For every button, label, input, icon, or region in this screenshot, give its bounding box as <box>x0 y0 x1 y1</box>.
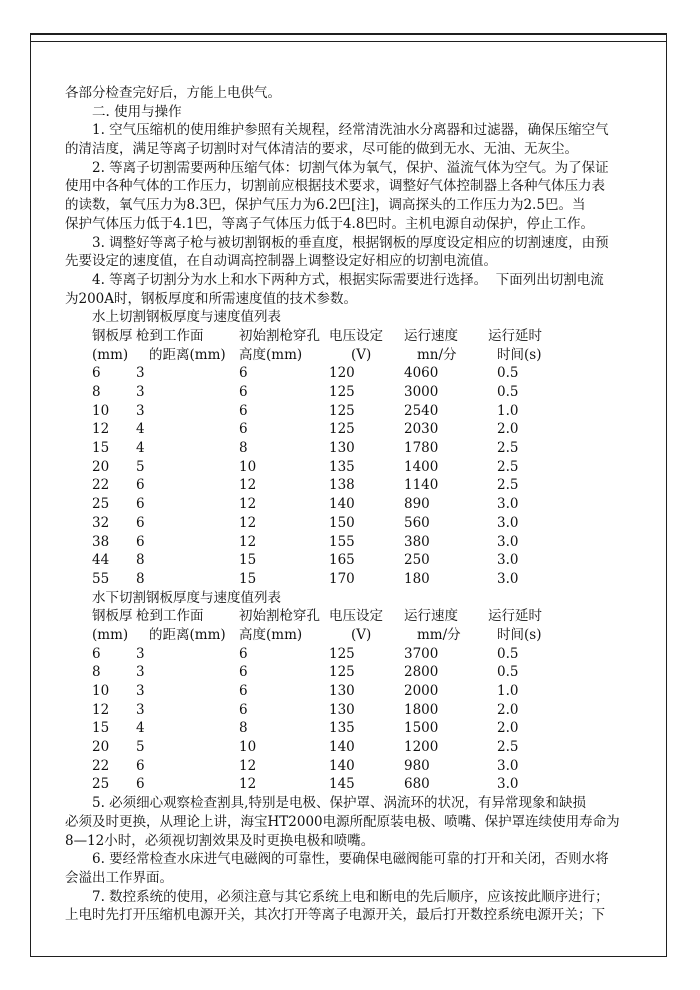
table-header-cell: (V) <box>351 626 372 643</box>
table-cell: 10 <box>239 458 257 475</box>
table-header-cell: 电压设定 <box>329 608 383 625</box>
table-cell: 1.0 <box>497 402 519 419</box>
table-cell: 55 <box>92 570 110 587</box>
paragraph-2-line: 的读数，氧气压力为8.3巴，保护气压力为6.2巴[注]，调高探头的工作压力为2.5巴。当 <box>65 197 586 214</box>
table-cell: 3.0 <box>497 757 519 774</box>
table-cell: 22 <box>92 757 110 774</box>
table-row <box>92 757 645 776</box>
table-cell: 2000 <box>404 683 439 699</box>
table-cell: 125 <box>329 664 355 681</box>
table-cell: 140 <box>329 739 355 756</box>
table-cell: 3 <box>136 683 145 699</box>
paragraph-2-line: 2. 等离子切割需要两种压缩气体：切割气体为氧气，保护、溢流气体为空气。为了保证 <box>92 159 609 176</box>
table-header-row <box>92 626 645 645</box>
table-cell: 32 <box>92 514 110 531</box>
table-cell: 6 <box>239 645 248 662</box>
table-cell: 12 <box>239 477 257 494</box>
table-cell: 120 <box>329 365 355 382</box>
table-header-cell: (V) <box>351 346 372 363</box>
table-cell: 44 <box>92 552 110 569</box>
table-cell: 6 <box>92 645 101 662</box>
table-row <box>92 738 645 757</box>
table-body <box>92 364 645 588</box>
table-cell: 560 <box>404 514 430 531</box>
table-header-cell: 时间(s) <box>497 626 542 643</box>
paragraph-6-line: 会溢出工作界面。 <box>65 869 173 886</box>
table-cell: 15 <box>239 570 257 587</box>
table-cell: 25 <box>92 776 110 793</box>
table-cell: 8 <box>92 384 101 400</box>
table-header-cell: (mm) <box>92 626 129 643</box>
table-cell: 15 <box>239 552 257 569</box>
paragraph-4-line: 为200A时，钢板厚度和所需速度值的技术参数。 <box>65 290 358 307</box>
table-cell: 12 <box>239 514 257 531</box>
table-header-cell: 钢板厚 <box>92 327 133 344</box>
header-rule <box>30 41 667 42</box>
intro-line: 各部分检查完好后，方能上电供气。 <box>65 85 281 101</box>
table-cell: 140 <box>329 496 355 513</box>
table-cell: 6 <box>136 496 145 513</box>
table-cell: 38 <box>92 533 110 550</box>
table-cell: 6 <box>239 683 248 699</box>
table-cell: 25 <box>92 496 110 513</box>
underwater-speed-table <box>92 607 645 794</box>
paragraph-5-line: 5. 必须细心观察检查割具,特别是电极、保护罩、涡流环的状况，有异常现象和缺损 <box>92 795 586 812</box>
table-cell: 12 <box>92 421 110 438</box>
table-row <box>92 402 645 421</box>
table-cell: 15 <box>92 440 110 457</box>
paragraph-6-line: 6. 要经常检查水床进气电磁阀的可靠性，要确保电磁阀能可靠的打开和关闭，否则水将 <box>92 851 609 868</box>
table-row <box>92 439 645 458</box>
table-cell: 8 <box>136 552 145 569</box>
paragraph-3-line: 3. 调整好等离子枪与被切割钢板的垂直度，根据钢板的厚度设定相应的切割速度，由预 <box>92 234 609 251</box>
table-cell: 22 <box>92 477 110 494</box>
paragraph-7-line: 上电时先打开压缩机电源开关，其次打开等离子电源开关，最后打开数控系统电源开关；下 <box>65 907 605 924</box>
table-cell: 3000 <box>404 384 439 400</box>
table-cell: 3700 <box>404 645 439 662</box>
table-cell: 250 <box>404 552 430 569</box>
paragraph-2-line: 使用中各种气体的工作压力，切割前应根据技术要求，调整好气体控制器上各种气体压力表 <box>65 178 605 195</box>
table-cell: 2.5 <box>497 477 519 494</box>
table-cell: 0.5 <box>497 664 519 681</box>
table-cell: 0.5 <box>497 384 519 400</box>
table-cell: 2.0 <box>497 421 519 438</box>
table-row <box>92 682 645 701</box>
table-cell: 15 <box>92 720 110 737</box>
table-cell: 8 <box>136 570 145 587</box>
table-cell: 20 <box>92 739 110 756</box>
table-cell: 12 <box>92 701 110 718</box>
table-cell: 5 <box>136 458 145 475</box>
table-cell: 4 <box>136 440 145 457</box>
table-cell: 130 <box>329 683 355 699</box>
table-row <box>92 458 645 477</box>
table-header-cell: 运行速度 <box>404 608 458 625</box>
table-cell: 680 <box>404 776 430 793</box>
paragraph-2-line: 保护气体压力低于4.1巴，等离子气体压力低于4.8巴时。主机电源自动保护，停止工作。 <box>65 215 594 232</box>
overwater-speed-table <box>92 327 645 589</box>
table-header-cell: 钢板厚 <box>92 608 133 625</box>
table-cell: 890 <box>404 496 430 513</box>
table-cell: 150 <box>329 514 355 531</box>
table-cell: 1780 <box>404 440 439 457</box>
table-cell: 8 <box>239 720 248 737</box>
table-cell: 6 <box>239 384 248 400</box>
table-cell: 6 <box>136 776 145 793</box>
table-cell: 125 <box>329 645 355 662</box>
table-row <box>92 570 645 589</box>
table-cell: 3 <box>136 701 145 718</box>
table-cell: 3 <box>136 384 145 400</box>
table-cell: 0.5 <box>497 365 519 382</box>
table-header-cell: 枪到工作面 <box>136 608 204 625</box>
table-cell: 1200 <box>404 739 439 756</box>
table-row <box>92 663 645 682</box>
table-cell: 130 <box>329 440 355 457</box>
table-cell: 135 <box>329 720 355 737</box>
table-cell: 125 <box>329 402 355 419</box>
table-cell: 170 <box>329 570 355 587</box>
table-cell: 4 <box>136 421 145 438</box>
table-header-cell: 枪到工作面 <box>136 327 204 344</box>
table-row <box>92 645 645 664</box>
table-cell: 4060 <box>404 365 439 382</box>
paragraph-3-line: 先要设定的速度值，在自动调高控制器上调整设定好相应的切割电流值。 <box>65 253 497 270</box>
table-header-cell: 高度(mm) <box>239 346 303 363</box>
table-cell: 125 <box>329 384 355 400</box>
table-cell: 12 <box>239 533 257 550</box>
table-cell: 1800 <box>404 701 439 718</box>
table-cell: 6 <box>92 365 101 382</box>
table-cell: 2540 <box>404 402 439 419</box>
table-header-cell: 高度(mm) <box>239 626 303 643</box>
table-header-cell: 初始割枪穿孔 <box>239 327 320 344</box>
table-header-cell: mn/分 <box>417 346 457 363</box>
table-cell: 12 <box>239 776 257 793</box>
table-header-cell: 运行速度 <box>404 327 458 344</box>
document-content <box>65 84 645 925</box>
table-header-cell: 运行延时 <box>488 327 542 344</box>
table-cell: 10 <box>239 739 257 756</box>
table-header-cell: mm/分 <box>417 626 461 643</box>
table-header-cell: 的距离(mm) <box>149 626 226 643</box>
table-cell: 2.5 <box>497 458 519 475</box>
table-cell: 135 <box>329 458 355 475</box>
table-row <box>92 775 645 794</box>
table-cell: 155 <box>329 533 355 550</box>
table-cell: 2.0 <box>497 701 519 718</box>
table-cell: 20 <box>92 458 110 475</box>
table-title-underwater: 水下切割钢板厚度与速度值列表 <box>92 589 281 606</box>
section-title: 二. 使用与操作 <box>92 103 182 120</box>
table-row <box>92 364 645 383</box>
table-cell: 3.0 <box>497 776 519 793</box>
table-cell: 12 <box>239 496 257 513</box>
table-cell: 12 <box>239 757 257 774</box>
table-row <box>92 551 645 570</box>
table-cell: 6 <box>239 365 248 382</box>
table-cell: 1.0 <box>497 683 519 699</box>
table-cell: 3.0 <box>497 552 519 569</box>
table-cell: 6 <box>136 514 145 531</box>
table-cell: 1500 <box>404 720 439 737</box>
table-cell: 3 <box>136 402 145 419</box>
table-header-cell: 电压设定 <box>329 327 383 344</box>
table-cell: 138 <box>329 477 355 494</box>
table-cell: 140 <box>329 757 355 774</box>
table-cell: 1140 <box>404 477 439 494</box>
paragraph-7-line: 7. 数控系统的使用，必须注意与其它系统上电和断电的先后顺序，应该按此顺序进行； <box>92 888 609 905</box>
paragraph-1-line: 的清洁度，满足等离子切割时对气体清洁的要求，尽可能的做到无水、无油、无灰尘。 <box>65 141 578 158</box>
table-header-cell: 时间(s) <box>497 346 542 363</box>
table-cell: 3.0 <box>497 570 519 587</box>
table-cell: 8 <box>92 664 101 681</box>
table-cell: 2.0 <box>497 720 519 737</box>
table-header-row <box>92 346 645 365</box>
table-row <box>92 476 645 495</box>
table-row <box>92 719 645 738</box>
table-row <box>92 514 645 533</box>
table-cell: 2800 <box>404 664 439 681</box>
table-cell: 5 <box>136 739 145 756</box>
table-header-cell: 运行延时 <box>488 608 542 625</box>
table-cell: 3.0 <box>497 533 519 550</box>
table-row <box>92 701 645 720</box>
table-header-cell: (mm) <box>92 346 129 363</box>
table-cell: 380 <box>404 533 430 550</box>
table-cell: 6 <box>239 402 248 419</box>
table-cell: 0.5 <box>497 645 519 662</box>
table-title-overwater: 水上切割钢板厚度与速度值列表 <box>92 309 281 326</box>
table-cell: 6 <box>136 533 145 550</box>
table-cell: 3 <box>136 365 145 382</box>
table-header-cell: 的距离(mm) <box>149 346 226 363</box>
table-cell: 165 <box>329 552 355 569</box>
table-cell: 3 <box>136 664 145 681</box>
table-cell: 3 <box>136 645 145 662</box>
table-cell: 2.5 <box>497 739 519 756</box>
table-header-cell: 初始割枪穿孔 <box>239 608 320 625</box>
table-cell: 1400 <box>404 458 439 475</box>
table-header-row <box>92 327 645 346</box>
paragraph-1-line: 1. 空气压缩机的使用维护参照有关规程，经常清洗油水分离器和过滤器，确保压缩空气 <box>92 122 609 139</box>
table-row <box>92 420 645 439</box>
table-cell: 145 <box>329 776 355 793</box>
table-cell: 3.0 <box>497 496 519 513</box>
paragraph-5-line: 必须及时更换，从理论上讲，海宝HT2000电源所配原装电极、喷嘴、保护罩连续使用寿命为 <box>65 813 620 830</box>
paragraph-5-line: 8—12小时，必须视切割效果及时更换电极和喷嘴。 <box>65 832 375 849</box>
table-body <box>92 645 645 795</box>
table-cell: 2.5 <box>497 440 519 457</box>
table-row <box>92 383 645 402</box>
table-row <box>92 533 645 552</box>
table-cell: 6 <box>136 757 145 774</box>
table-cell: 6 <box>239 421 248 438</box>
table-cell: 180 <box>404 570 430 587</box>
table-cell: 6 <box>239 701 248 718</box>
table-row <box>92 495 645 514</box>
table-header-row <box>92 607 645 626</box>
table-cell: 10 <box>92 402 110 419</box>
table-cell: 6 <box>136 477 145 494</box>
table-cell: 4 <box>136 720 145 737</box>
table-cell: 2030 <box>404 421 439 438</box>
table-cell: 3.0 <box>497 514 519 531</box>
paragraph-4-line: 4. 等离子切割分为水上和水下两种方式，根据实际需要进行选择。 下面列出切割电流 <box>92 271 604 288</box>
table-cell: 10 <box>92 683 110 699</box>
table-cell: 6 <box>239 664 248 681</box>
table-cell: 8 <box>239 440 248 457</box>
table-cell: 980 <box>404 757 430 774</box>
table-cell: 125 <box>329 421 355 438</box>
table-cell: 130 <box>329 701 355 718</box>
